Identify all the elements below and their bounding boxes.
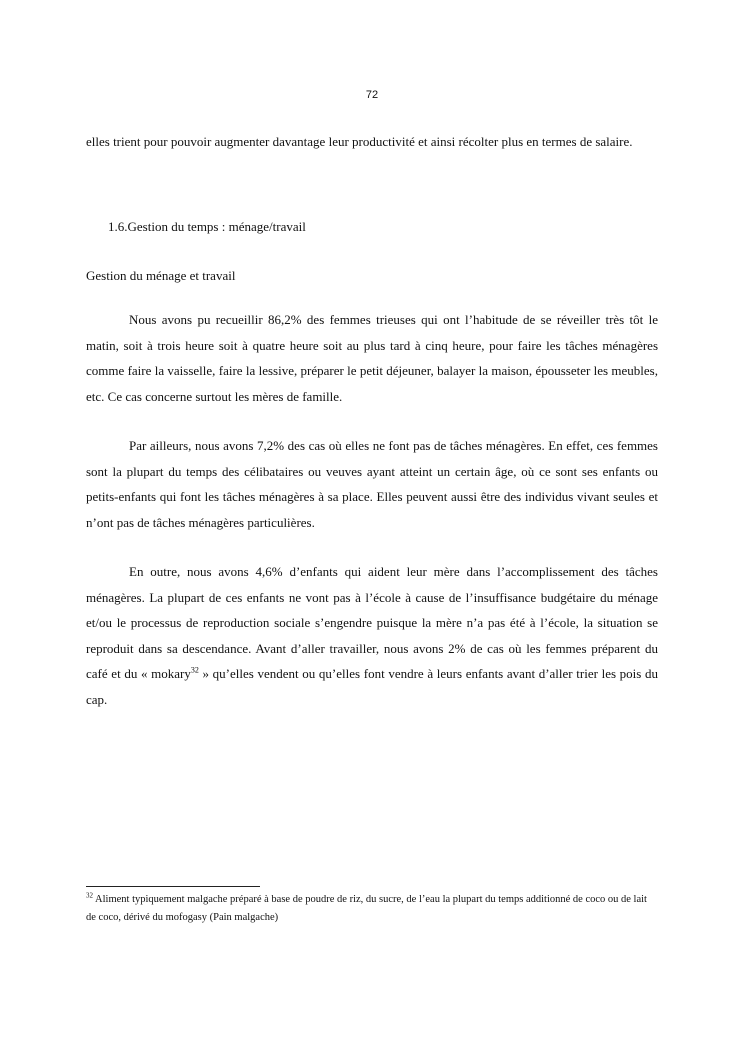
footnote-reference[interactable]: 32 [190,665,199,675]
paragraph-3-text-after-note: » qu’elles vendent ou qu’elles font vendre à leurs enfants avant d’aller trier les pois du cap. [86,666,659,707]
footnote-text: Aliment typiquement malgache préparé à base de poudre de riz, du sucre, de l’eau la plupart du temps additionné de coco ou de lait de coco, dérivé du mofogasy (Pain malgache) [86,894,647,923]
footnote [86,891,658,927]
paragraph-3-text-before-note: En outre, nous avons 4,6% d’enfants qui aident leur mère dans l’accomplissement des tâches ménagères. La plupart de ces enfants ne vont pas à l’école à cause de l’insuffisance budgétaire du ménage et/ou le processus de reproduction sociale s’engendre puisque la mère n’a pas été à l’école, la situation se reproduit dans sa descendance. Avant d’aller travailler, nous avons 2% de cas où les femmes préparent du café et du « mokary [86,564,658,681]
body-paragraph-3 [86,559,658,712]
body-paragraph-2: Par ailleurs, nous avons 7,2% des cas où elles ne font pas de tâches ménagères. En effet, ces femmes sont la plupart du temps des célibataires ou veuves ayant atteint un certain âge, où ce sont ses enfants ou petits-enfants qui font les tâches ménagères à sa place. Elles peuvent aussi être des individus vivant seules et n’ont pas de tâches ménagères particulières. [86,438,658,530]
subheading: Gestion du ménage et travail [86,268,236,283]
footnote-number: 32 [86,891,93,900]
lead-paragraph: elles trient pour pouvoir augmenter davantage leur productivité et ainsi récolter plus en termes de salaire. [86,134,633,149]
page-number: 72 [365,89,379,101]
footnote-separator [86,886,260,887]
body-paragraph-1: Nous avons pu recueillir 86,2% des femmes trieuses qui ont l’habitude de se réveiller très tôt le matin, soit à trois heure soit à quatre heure soit au plus tard à cinq heure, pour faire les tâches ménagères comme faire la vaisselle, faire la lessive, préparer le petit déjeuner, balayer la maison, épousseter les meubles, etc. Ce cas concerne surtout les mères de famille. [86,312,658,404]
section-heading: 1.6.Gestion du temps : ménage/travail [108,219,306,234]
